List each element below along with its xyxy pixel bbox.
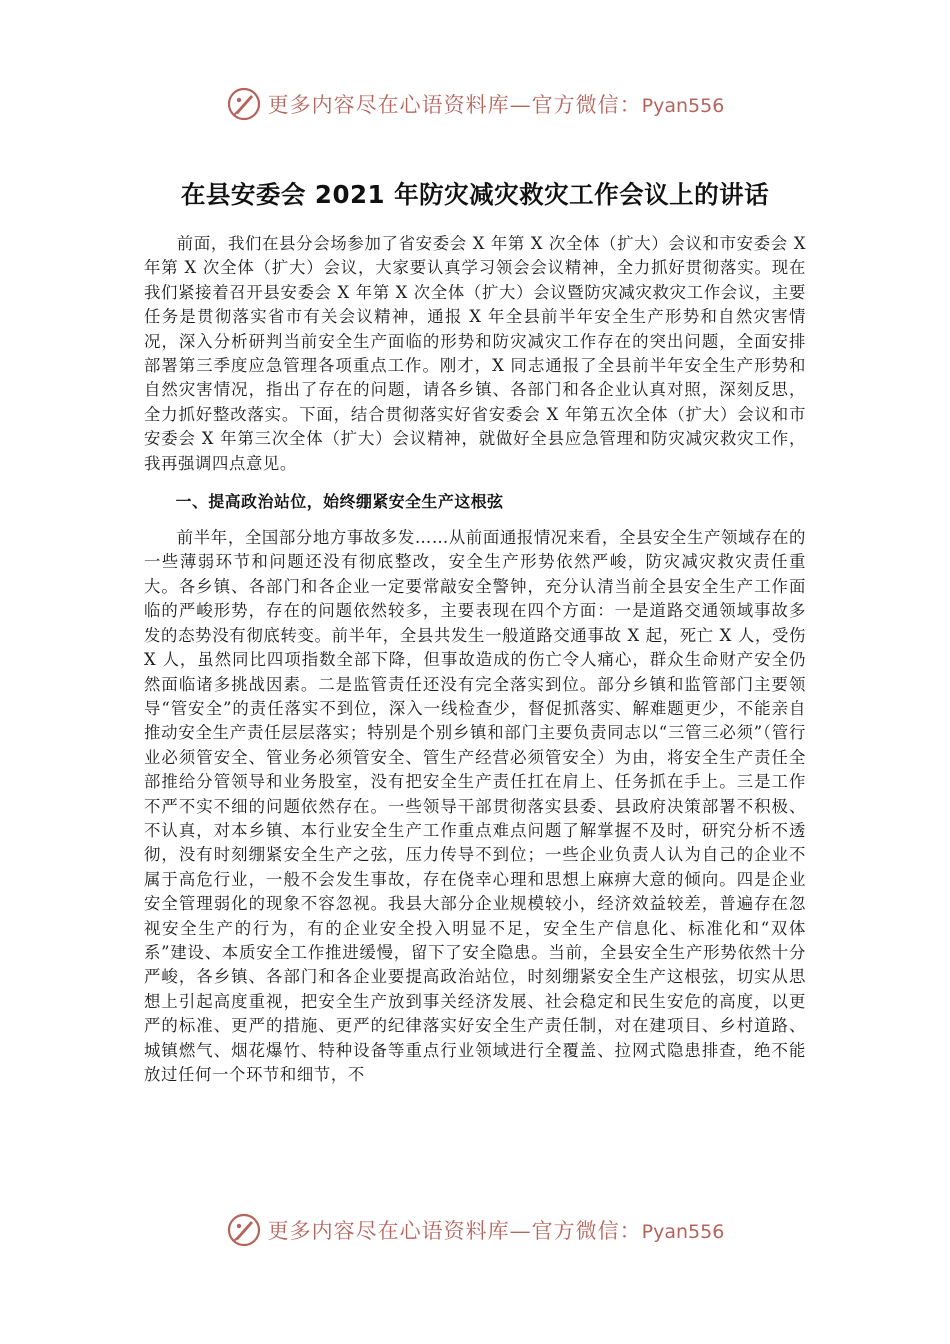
document-title: 在县安委会 2021 年防灾减灾救灾工作会议上的讲话 [180,180,770,209]
document-body [144,232,806,1087]
body-paragraph: 前半年，全国部分地方事故多发……从前面通报情况来看，全县安全生产领域存在的一些薄弱环节和问题还没有彻底整改，安全生产形势依然严峻，防灾减灾救灾责任重大。各乡镇、各部门和各企业一定要常敲安全警钟，充分认清当前全县安全生产工作面临的严峻形势，存在的问题依然较多，主要表现在四个方面：一是道路交通领域事故多发的态势没有彻底转变。前半年，全县共发生一般道路交通事故 X 起，死亡 X 人，受伤 X 人，虽然同比四项指数全部下降，但事故造成的伤亡令人痛心，群众生命财产安全仍然面临诸多挑战因素。二是监管责任还没有完全落实到位。部分乡镇和监管部门主要领导“管安全”的责任落实不到位，深入一线检查少，督促抓落实、解难题更少，不能亲自推动安全生产责任层层落实；特别是个别乡镇和部门主要负责同志以“三管三必须”（管行业必须管安全、管业务必须管安全、管生产经营必须管安全）为由，将安全生产责任全部推给分管领导和业务股室，没有把安全生产责任扛在肩上、任务抓在手上。三是工作不严不实不细的问题依然存在。一些领导干部贯彻落实县委、县政府决策部署不积极、不认真，对本乡镇、本行业安全生产工作重点难点问题了解掌握不及时，研究分析不透彻，没有时刻绷紧安全生产之弦，压力传导不到位；一些企业负责人认为自己的企业不属于高危行业，一般不会发生事故，存在侥幸心理和思想上麻痹大意的倾向。四是企业安全管理弱化的现象不容忽视。我县大部分企业规模较小，经济效益较差，普遍存在忽视安全生产的行为，有的企业安全投入明显不足，安全生产信息化、标准化和“双体系”建设、本质安全工作推进缓慢，留下了安全隐患。当前，全县安全生产形势依然十分严峻，各乡镇、各部门和各企业要提高政治站位，时刻绷紧安全生产这根弦，切实从思想上引起高度重视，把安全生产放到事关经济发展、社会稳定和民生安危的高度，以更严的标准、更严的措施、更严的纪律落实好安全生产责任制，对在建项目、乡村道路、城镇燃气、烟花爆竹、特种设备等重点行业领域进行全覆盖、拉网式隐患排查，绝不能放过任何一个环节和细节，不 [144,528,806,1084]
quill-pen-logo-icon [226,86,262,122]
footer-watermark-banner [0,1208,950,1252]
banner-text: 更多内容尽在心语资料库—官方微信：Pyan556 [267,1219,725,1243]
wechat-id: Pyan556 [641,95,725,117]
banner-text: 更多内容尽在心语资料库—官方微信：Pyan556 [267,93,725,117]
quill-pen-logo-icon [226,1212,262,1248]
wechat-id: Pyan556 [641,1221,725,1243]
section-heading: 一、提高政治站位，始终绷紧安全生产这根弦 [175,492,504,512]
intro-paragraph: 前面，我们在县分会场参加了省安委会 X 年第 X 次全体（扩大）会议和市安委会 X 年第 X 次全体（扩大）会议，大家要认真学习领会会议精神，全力抓好贯彻落实。现在我们紧接着召开县安委会 X 年第 X 次全体（扩大）会议暨防灾减灾救灾工作会议，主要任务是贯彻落实省市有关会议精神，通报 X 年全县前半年安全生产形势和自然灾害情况，深入分析研判当前安全生产面临的形势和防灾减灾工作存在的突出问题，全面安排部署第三季度应急管理各项重点工作。刚才，X 同志通报了全县前半年安全生产形势和自然灾害情况，指出了存在的问题，请各乡镇、各部门和各企业认真对照，深刻反思，全力抓好整改落实。下面，结合贯彻落实好省安委会 X 年第五次全体（扩大）会议和市安委会 X 年第三次全体（扩大）会议精神，就做好全县应急管理和防灾减灾救灾工作，我再强调四点意见。 [144,234,806,473]
header-watermark-banner [0,82,950,126]
